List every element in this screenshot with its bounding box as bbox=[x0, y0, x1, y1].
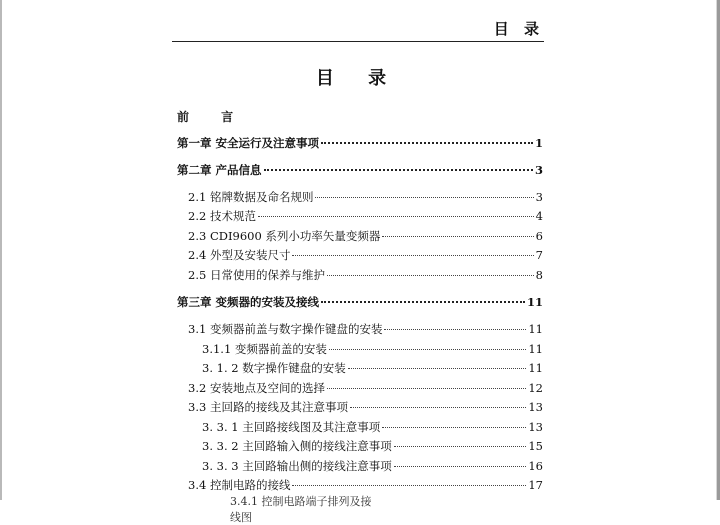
toc-page-number: 11 bbox=[526, 295, 543, 309]
toc-subsection-3-3-3[interactable] bbox=[202, 458, 543, 474]
toc-leader-dots bbox=[350, 406, 526, 408]
toc-subsection-3-1-2[interactable] bbox=[202, 360, 543, 376]
toc-label: 3. 3. 3 主回路输出侧的接线注意事项 bbox=[202, 459, 392, 473]
toc-label: 3. 3. 2 主回路输入侧的接线注意事项 bbox=[202, 439, 392, 453]
toc-section-2-2[interactable] bbox=[188, 208, 543, 224]
toc-page-number: 13 bbox=[528, 420, 543, 434]
toc-section-3-4[interactable] bbox=[188, 477, 543, 493]
toc-section-3-1[interactable] bbox=[188, 321, 543, 337]
running-header bbox=[172, 14, 544, 42]
toc-label: 2.3 CDI9600 系列小功率矢量变频器 bbox=[188, 229, 381, 243]
toc-leader-dots bbox=[394, 445, 527, 447]
toc-section-3-2[interactable] bbox=[188, 380, 543, 396]
toc-chapter-3[interactable] bbox=[177, 294, 543, 310]
toc-page-number: 17 bbox=[528, 478, 543, 492]
toc-chapter-1[interactable] bbox=[177, 135, 543, 151]
toc-preface[interactable]: 前 言 bbox=[177, 110, 248, 124]
toc-label: 3.4 控制电路的接线 bbox=[188, 478, 291, 492]
toc-page-number: 3 bbox=[535, 190, 543, 204]
toc-cutoff-line: 3.4.1 控制电路端子排列及接线图 bbox=[230, 495, 372, 524]
toc-leader-dots bbox=[382, 426, 526, 428]
toc-label: 3.3 主回路的接线及其注意事项 bbox=[188, 400, 348, 414]
toc-page-number: 11 bbox=[528, 342, 543, 356]
toc-section-2-5[interactable] bbox=[188, 267, 543, 283]
toc-label: 2.1 铭牌数据及命名规则 bbox=[188, 190, 314, 204]
toc-label: 第二章 产品信息 bbox=[177, 163, 262, 177]
toc-leader-dots bbox=[321, 300, 525, 303]
toc-leader-dots bbox=[292, 484, 526, 486]
toc-label: 3.1.1 变频器前盖的安装 bbox=[202, 342, 327, 356]
toc-page-number: 1 bbox=[534, 136, 543, 150]
page-title: 目 录 bbox=[315, 68, 401, 89]
toc-label: 3.2 安装地点及空间的选择 bbox=[188, 381, 325, 395]
toc-label: 3. 1. 2 数字操作键盘的安装 bbox=[202, 361, 346, 375]
toc-leader-dots bbox=[348, 367, 527, 369]
toc-page-number: 15 bbox=[528, 439, 543, 453]
toc-label: 3. 3. 1 主回路接线图及其注意事项 bbox=[202, 420, 381, 434]
toc-label: 2.2 技术规范 bbox=[188, 209, 256, 223]
toc-section-2-4[interactable] bbox=[188, 247, 543, 263]
toc-label: 2.4 外型及安装尺寸 bbox=[188, 248, 291, 262]
toc-page-number: 11 bbox=[528, 322, 543, 336]
toc-leader-dots bbox=[327, 387, 526, 389]
toc-page-number: 11 bbox=[528, 361, 543, 375]
toc-page-number: 8 bbox=[535, 268, 543, 282]
toc-page-number: 6 bbox=[535, 229, 543, 243]
toc-section-2-3[interactable] bbox=[188, 228, 543, 244]
toc-section-3-3[interactable] bbox=[188, 399, 543, 415]
toc-page-number: 16 bbox=[528, 459, 543, 473]
toc-leader-dots bbox=[327, 274, 534, 276]
toc-leader-dots bbox=[321, 141, 533, 144]
toc-label: 第三章 变频器的安装及接线 bbox=[177, 295, 320, 309]
toc-leader-dots bbox=[258, 215, 534, 217]
toc-page-number: 3 bbox=[534, 163, 543, 177]
running-header-text: 目 录 bbox=[493, 20, 544, 38]
toc-page-number: 4 bbox=[535, 209, 543, 223]
toc-page-number: 12 bbox=[528, 381, 543, 395]
toc-leader-dots bbox=[329, 348, 526, 350]
toc-leader-dots bbox=[394, 465, 527, 467]
toc-leader-dots bbox=[384, 328, 526, 330]
toc-label: 3.1 变频器前盖与数字操作键盘的安装 bbox=[188, 322, 383, 336]
toc-subsection-3-1-1[interactable] bbox=[202, 341, 543, 357]
toc-label: 2.5 日常使用的保养与维护 bbox=[188, 268, 325, 282]
toc-leader-dots bbox=[382, 235, 533, 237]
toc-subsection-3-3-2[interactable] bbox=[202, 438, 543, 454]
toc-section-2-1[interactable] bbox=[188, 189, 543, 205]
toc-leader-dots bbox=[292, 254, 533, 256]
toc-leader-dots bbox=[264, 168, 533, 171]
toc-chapter-2[interactable] bbox=[177, 162, 543, 178]
toc-page-number: 13 bbox=[528, 400, 543, 414]
toc-page-number: 7 bbox=[535, 248, 543, 262]
toc-subsection-3-3-1[interactable] bbox=[202, 419, 543, 435]
toc-label: 第一章 安全运行及注意事项 bbox=[177, 136, 320, 150]
toc-leader-dots bbox=[315, 196, 533, 198]
